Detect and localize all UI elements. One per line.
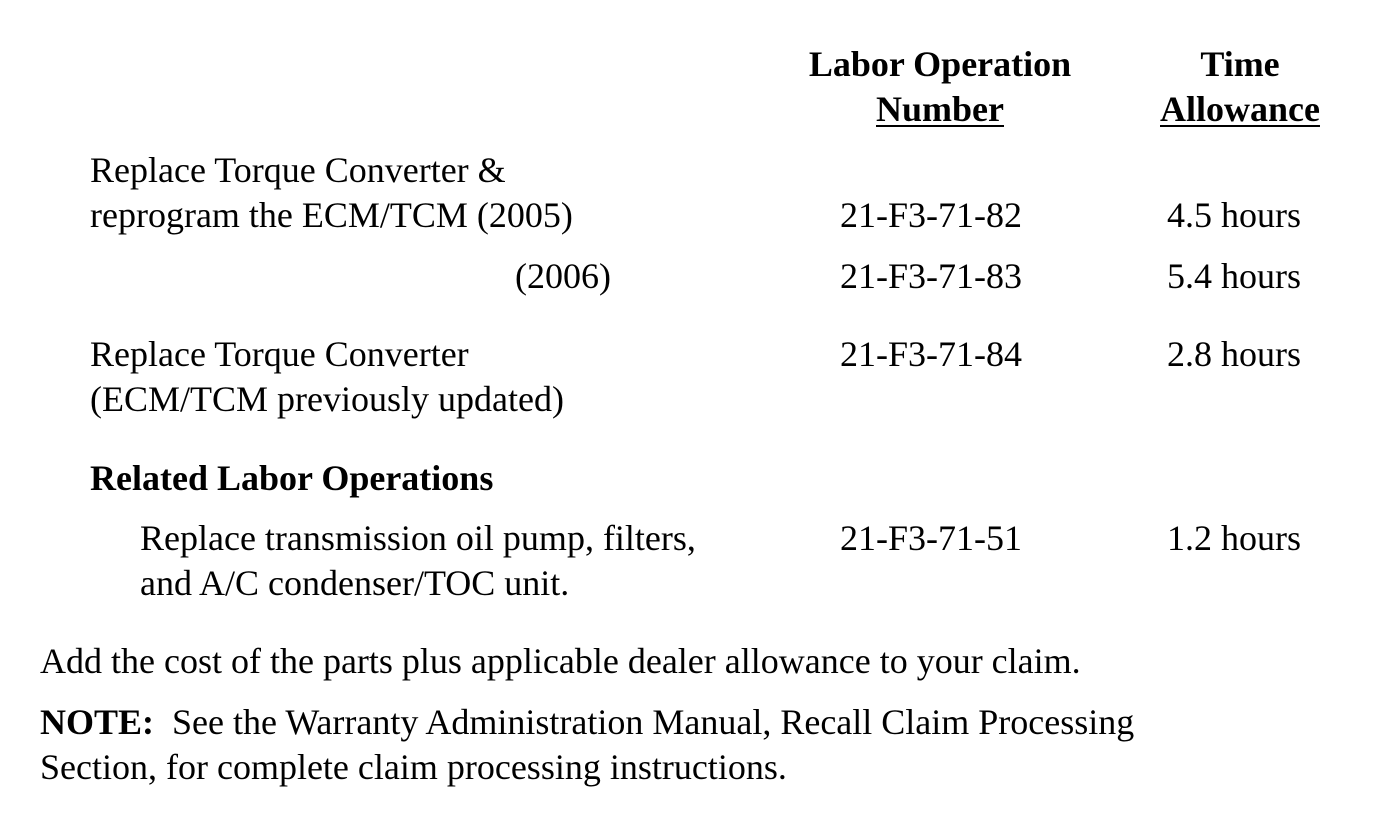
related-row-description: and A/C condenser/TOC unit. [140,563,570,603]
row-description: Replace Torque Converter [90,334,469,374]
labor-operation-number: 21-F3-71-83 [840,256,1022,296]
labor-operation-number: 21-F3-71-82 [840,195,1022,235]
time-allowance: 2.8 hours [1167,334,1301,374]
note-label: NOTE: [40,702,155,742]
labor-operation-number: 21-F3-71-84 [840,334,1022,374]
time-allowance-header [1130,42,1350,132]
labor-operation-number-header [780,42,1100,132]
time-allowance: 4.5 hours [1167,195,1301,235]
row-description: (2006) [515,256,611,296]
time-header-line1: Time [1200,44,1280,84]
labor-header-line1: Labor Operation [808,44,1072,84]
related-row-description: Replace transmission oil pump, filters, [140,518,696,558]
time-allowance: 1.2 hours [1167,518,1301,558]
time-allowance: 5.4 hours [1167,256,1301,296]
labor-header-line2: Number [876,89,1004,129]
row-description: (ECM/TCM previously updated) [90,379,564,419]
time-header-line2: Allowance [1160,89,1320,129]
note-text: Section, for complete claim processing instructions. [40,747,787,787]
related-labor-operations-heading: Related Labor Operations [90,458,494,498]
row-description: Replace Torque Converter & [90,150,506,190]
row-description: reprogram the ECM/TCM (2005) [90,195,573,235]
note-paragraph [40,700,1134,745]
parts-cost-instruction: Add the cost of the parts plus applicable dealer allowance to your claim. [40,641,1081,681]
labor-operation-number: 21-F3-71-51 [840,518,1022,558]
note-text: See the Warranty Administration Manual, Recall Claim Processing [154,702,1135,742]
